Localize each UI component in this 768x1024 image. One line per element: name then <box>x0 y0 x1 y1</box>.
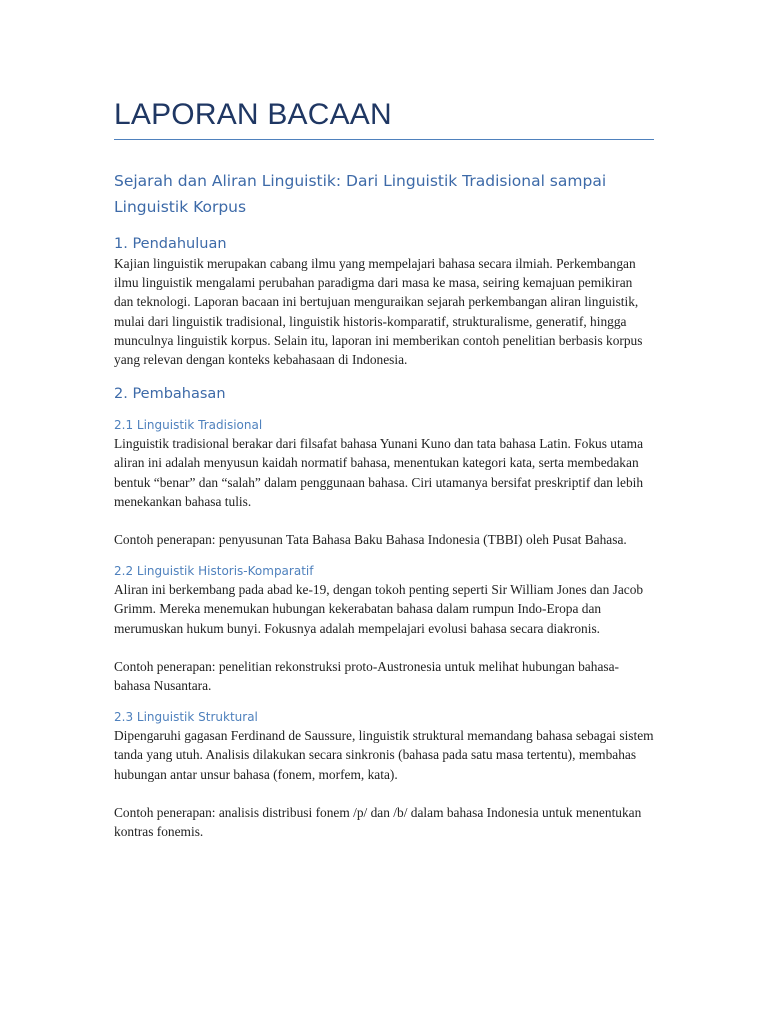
example-struktural: Contoh penerapan: analisis distribusi fonem /p/ dan /b/ dalam bahasa Indonesia untuk menentukan kontras fonemis. <box>114 804 642 840</box>
paragraph-pendahuluan: Kajian linguistik merupakan cabang ilmu yang mempelajari bahasa secara ilmiah. Perkembangan ilmu linguistik mengalami perubahan paradigma dari masa ke masa, seiring kemajuan pemikiran dan teknologi. Laporan bacaan ini bertujuan menguraikan sejarah perkembangan aliran linguistik, mulai dari linguistik tradisional, linguistik historis-komparatif, strukturalisme, generatif, hingga munculnya linguistik korpus. Selain itu, laporan ini memberikan contoh penelitian berbasis korpus yang relevan dengan konteks kebahasaan di Indonesia. <box>114 256 643 368</box>
title-divider <box>114 139 654 140</box>
example-historis-komparatif: Contoh penerapan: penelitian rekonstruksi proto-Austronesia untuk melihat hubungan bahasa-bahasa Nusantara. <box>114 658 619 694</box>
section-heading-pembahasan: 2. Pembahasan <box>114 386 226 403</box>
paragraph-tradisional: Linguistik tradisional berakar dari filsafat bahasa Yunani Kuno dan tata bahasa Latin. Fokus utama aliran ini adalah menyusun kaidah normatif bahasa, menentukan kategori kata, serta membedakan bentuk “benar” dan “salah” dalam penggunaan bahasa. Ciri utamanya bersifat preskriptif dan lebih menekankan bahasa tulis. <box>114 436 644 509</box>
example-tradisional: Contoh penerapan: penyusunan Tata Bahasa Baku Bahasa Indonesia (TBBI) oleh Pusat Bahasa. <box>114 532 627 548</box>
document-title: LAPORAN BACAAN <box>114 98 392 131</box>
paragraph-historis-komparatif: Aliran ini berkembang pada abad ke-19, dengan tokoh penting seperti Sir William Jones dan Jacob Grimm. Mereka menemukan hubungan kekerabatan bahasa dalam rumpun Indo-Eropa dan merumuskan hukum bunyi. Fokusnya adalah mempelajari evolusi bahasa secara diakronis. <box>114 582 644 636</box>
document-page <box>114 95 654 841</box>
subsection-heading-tradisional: 2.1 Linguistik Tradisional <box>114 418 263 433</box>
subsection-heading-historis-komparatif: 2.2 Linguistik Historis-Komparatif <box>114 564 314 579</box>
document-subtitle: Sejarah dan Aliran Linguistik: Dari Linguistik Tradisional sampai Linguistik Korpus <box>114 172 607 216</box>
paragraph-struktural: Dipengaruhi gagasan Ferdinand de Saussure, linguistik struktural memandang bahasa sebagai sistem tanda yang utuh. Analisis dilakukan secara sinkronis (bahasa pada satu masa tertentu), membahas hubungan antar unsur bahasa (fonem, morfem, kata). <box>114 728 654 782</box>
section-heading-pendahuluan: 1. Pendahuluan <box>114 236 227 252</box>
subsection-heading-struktural: 2.3 Linguistik Struktural <box>114 710 258 725</box>
